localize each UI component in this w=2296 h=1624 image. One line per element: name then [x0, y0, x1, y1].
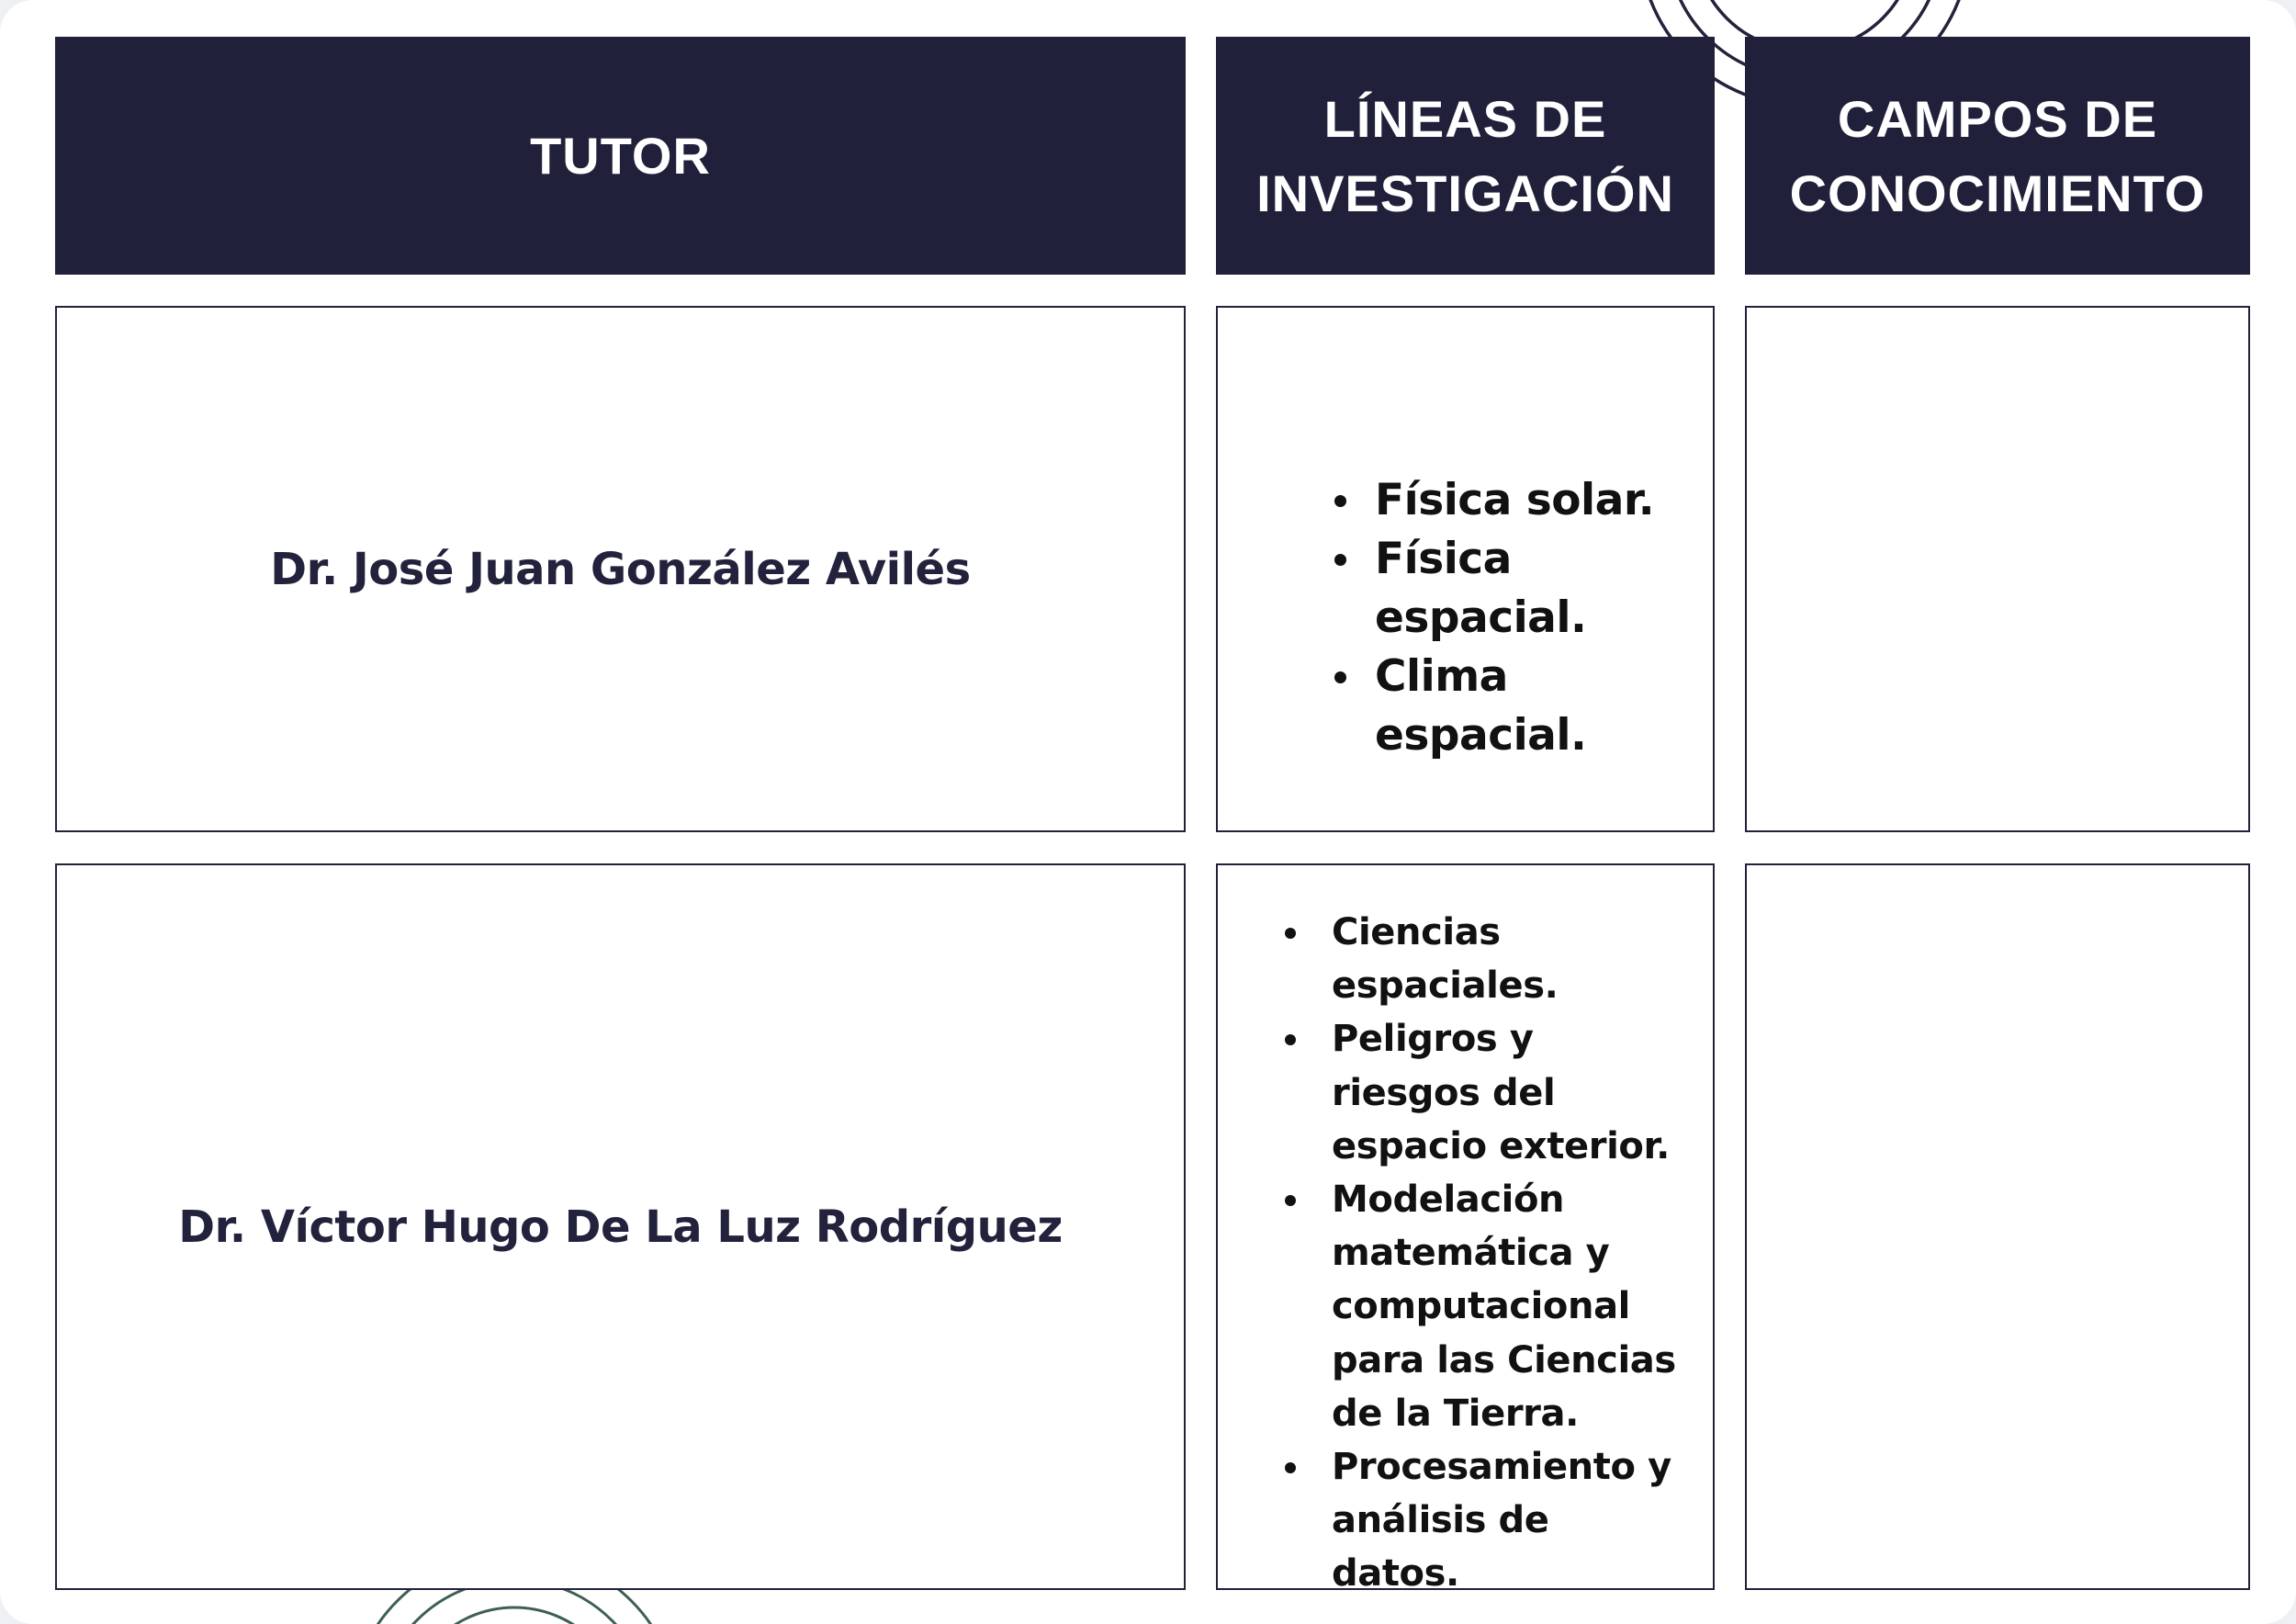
table-row-1-tutor-cell: [55, 306, 1186, 832]
list-item: Procesamiento y análisis de datos.: [1274, 1440, 1678, 1601]
list-item: Física solar.: [1322, 471, 1713, 530]
list-item: Peligros y riesgos del espacio exterior.: [1274, 1012, 1678, 1173]
research-lines-list: [1274, 906, 1678, 1601]
header-lineas-de-investigacion: [1216, 37, 1715, 275]
header-tutor: [55, 37, 1186, 275]
list-item: Modelación matemática y computacional para las Ciencias de la Tierra.: [1274, 1173, 1678, 1440]
list-item: Clima espacial.: [1322, 648, 1713, 765]
list-item: Física espacial.: [1322, 530, 1713, 648]
header-campos-label: CAMPOS DE CONOCIMIENTO: [1789, 89, 2206, 222]
table-row-1-campos-cell: [1745, 306, 2250, 832]
table-row-2-lineas-cell: [1216, 863, 1715, 1596]
table-row-2-tutor-cell: [55, 863, 1186, 1590]
research-lines-list: [1322, 471, 1713, 765]
tutor-name: Dr. José Juan González Avilés: [270, 543, 971, 595]
header-lineas-label: LÍNEAS DE INVESTIGACIÓN: [1256, 89, 1674, 222]
tutor-name: Dr. Víctor Hugo De La Luz Rodríguez: [178, 1201, 1063, 1253]
header-campos-de-conocimiento: [1745, 37, 2250, 275]
table-row-1-lineas-cell: [1216, 306, 1715, 832]
list-item: Ciencias espaciales.: [1274, 906, 1678, 1012]
header-tutor-label: TUTOR: [530, 127, 711, 185]
table-row-2-campos-cell: [1745, 863, 2250, 1590]
